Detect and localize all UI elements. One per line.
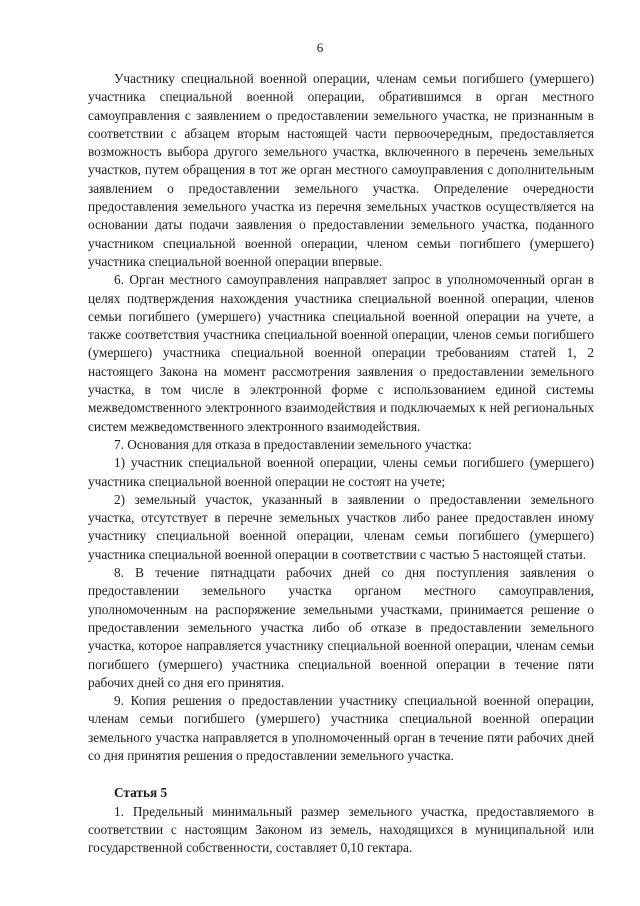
article-5-heading: Статья 5	[114, 785, 168, 801]
paragraph-8-decision-term: 8. В течение пятнадцати рабочих дней со дня поступления заявления о предоставлении земельного участка органом местного самоуправления, уполномоченным на распоряжение земельными участками, принимается решение о предоставлении земельного участка либо об отказе в предоставлении земельного участка, которое направляется участнику специальной военной операции, членам семьи погибшего (умершего) участника специальной военной операции в течение пяти рабочих дней со дня его принятия.	[88, 565, 594, 690]
paragraph-7-refusal-grounds: 7. Основания для отказа в предоставлении земельного участка:	[114, 436, 472, 452]
document-body	[88, 70, 594, 857]
paragraph-9-decision-copy: 9. Копия решения о предоставлении участнику специальной военной операции, членам семьи погибшего (умершего) участника специальной военной операции земельного участка направляется в уполномоченный орган в течение пяти рабочих дней со дня принятия решения о предоставлении земельного участка.	[88, 693, 594, 763]
paragraph-svo-alternative-plot: Участнику специальной военной операции, членам семьи погибшего (умершего) участника специальной военной операции, обратившимся в орган местного самоуправления с заявлением о предоставлении земельного участка, не признанным в соответствии с абзацем вторым настоящей части первоочередным, предоставляется возможность выбора другого земельного участка, включенного в перечень земельных участков, путем обращения в тот же орган местного самоуправления с дополнительным заявлением о предоставлении земельного участка. Определение очередности предоставления земельного участка из перечня земельных участков осуществляется на основании даты подачи заявления о предоставлении земельного участка, поданного участником специальной военной операции, членом семьи погибшего (умершего) участника специальной военной операции впервые.	[88, 71, 594, 269]
page-number: 6	[316, 40, 324, 55]
article-5-paragraph-1: 1. Предельный минимальный размер земельного участка, предоставляемого в соответствии с настоящим Законом из земель, находящихся в муниципальной или государственной собственности, составляет 0,10 гектара.	[88, 803, 594, 856]
paragraph-7-1-not-registered: 1) участник специальной военной операции, члены семьи погибшего (умершего) участника специальной военной операции не состоят на учете;	[88, 455, 594, 489]
paragraph-6-request: 6. Орган местного самоуправления направляет запрос в уполномоченный орган в целях подтверждения нахождения участника специальной военной операции, членов семьи погибшего (умершего) участника специальной военной операции на учете, а также соответствия участника специальной военной операции, членов семьи погибшего (умершего) участника специальной военной операции требованиям статей 1, 2 настоящего Закона на момент рассмотрения заявления о предоставлении земельного участка, в том числе в электронной форме с использованием единой системы межведомственного электронного взаимодействия и подключаемых к ней региональных систем межведомственного электронного взаимодействия.	[88, 272, 594, 434]
paragraph-7-2-plot-unavailable: 2) земельный участок, указанный в заявлении о предоставлении земельного участка, отсутствует в перечне земельных участков либо ранее предоставлен иному участнику специальной военной операции, членам семьи погибшего (умершего) участника специальной военной операции в соответствии с частью 5 настоящей статьи.	[88, 491, 594, 562]
